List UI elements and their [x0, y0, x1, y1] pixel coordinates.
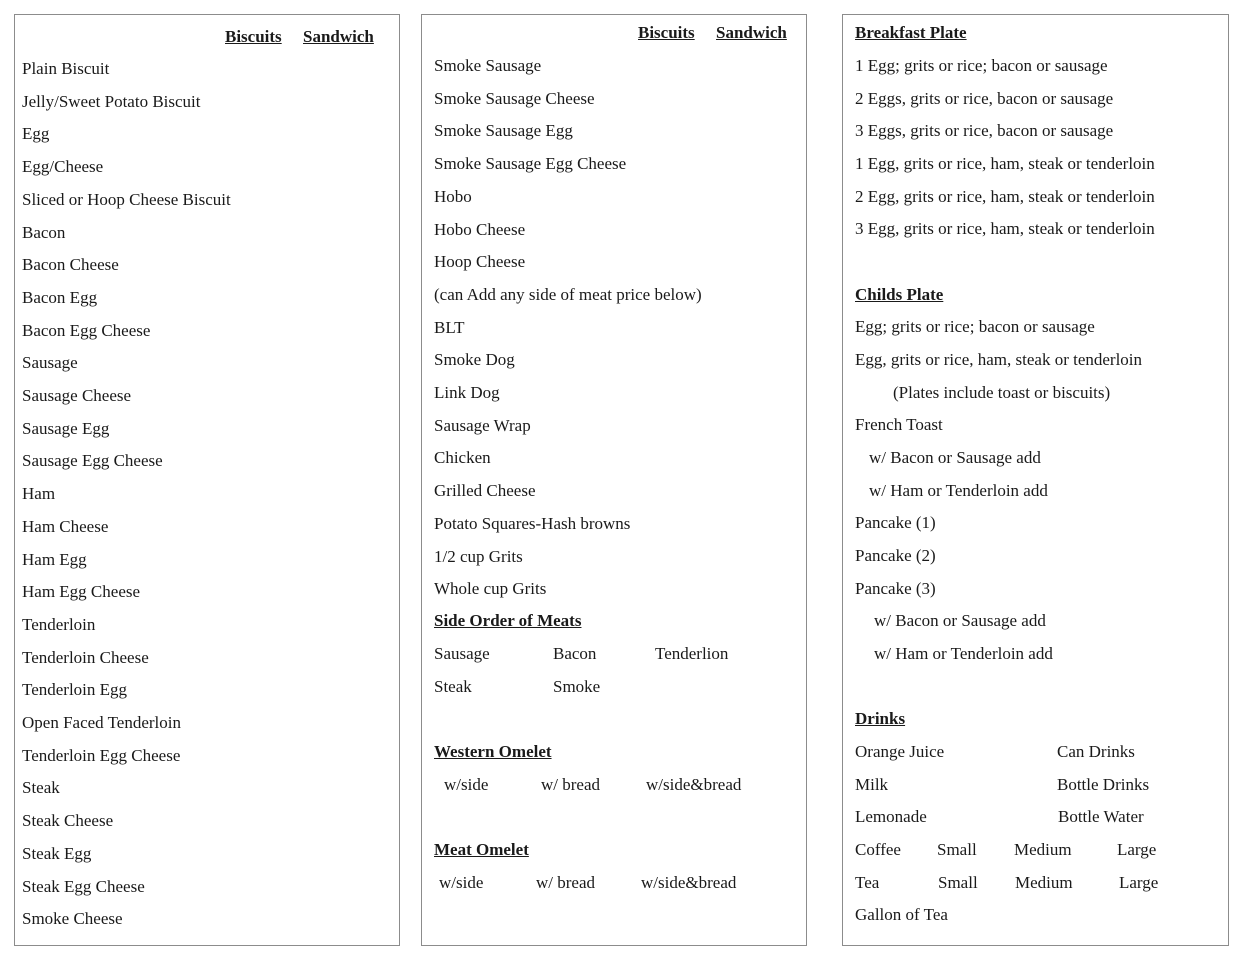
- omelet-option: w/ bread: [536, 873, 596, 892]
- side-meats-heading: Side Order of Meats: [434, 611, 582, 630]
- menu-column-biscuits-2: [421, 14, 807, 946]
- drink-item: Bottle Drinks: [1057, 775, 1150, 794]
- menu-item: Plain Biscuit: [22, 59, 110, 78]
- french-toast-addon: w/ Bacon or Sausage add: [869, 448, 1041, 467]
- header-biscuits: Biscuits: [225, 27, 282, 46]
- menu-item: Steak: [22, 778, 60, 798]
- omelet-option: w/side: [444, 775, 489, 794]
- menu-item: Egg/Cheese: [22, 157, 104, 177]
- western-omelet-heading: Western Omelet: [434, 742, 552, 761]
- drink-item: Lemonade: [855, 807, 927, 826]
- menu-item: 1/2 cup Grits: [434, 546, 523, 566]
- menu-item: Bacon Egg: [22, 287, 98, 307]
- childs-plate-item: Egg, grits or rice, ham, steak or tenderloin: [855, 350, 1143, 369]
- menu-item: Sausage: [22, 353, 78, 373]
- breakfast-plate-item: 2 Egg, grits or rice, ham, steak or tenderloin: [855, 187, 1155, 206]
- childs-plate-heading: Childs Plate: [855, 285, 944, 304]
- menu-column-plates-drinks: [842, 14, 1229, 946]
- menu-item: Smoke Dog: [434, 350, 515, 370]
- menu-item: Bacon Egg Cheese: [22, 320, 151, 340]
- side-meat-item: Smoke: [553, 677, 601, 696]
- menu-item: Ham Egg Cheese: [22, 582, 141, 602]
- menu-item: Ham Cheese: [22, 516, 109, 536]
- omelet-option: w/side&bread: [646, 775, 742, 794]
- side-meat-item: Bacon: [553, 644, 597, 663]
- menu-item: Smoke Sausage Cheese: [434, 88, 595, 108]
- coffee-label: Coffee: [855, 840, 901, 859]
- menu-item: Jelly/Sweet Potato Biscuit: [22, 91, 201, 111]
- size-medium: Medium: [1015, 873, 1073, 892]
- menu-item: Steak Egg Cheese: [22, 876, 145, 896]
- menu-item: Steak Cheese: [22, 811, 114, 831]
- omelet-option: w/ bread: [541, 775, 601, 794]
- omelet-option: w/side&bread: [641, 873, 737, 892]
- menu-column-biscuits-1: [14, 14, 400, 946]
- menu-item: Ham: [22, 484, 56, 504]
- menu-item: Steak Egg: [22, 843, 92, 863]
- side-meat-item: Steak: [434, 677, 472, 696]
- drink-item: Bottle Water: [1058, 807, 1144, 826]
- breakfast-plate-item: 2 Eggs, grits or rice, bacon or sausage: [855, 89, 1114, 108]
- menu-item: Open Faced Tenderloin: [22, 713, 182, 732]
- breakfast-plate-item: 3 Egg, grits or rice, ham, steak or tenderloin: [855, 219, 1155, 238]
- breakfast-plate-item: 1 Egg, grits or rice, ham, steak or tenderloin: [855, 154, 1155, 173]
- menu-item: BLT: [434, 317, 465, 337]
- pancake-item: Pancake (2): [855, 546, 936, 565]
- drink-item: Orange Juice: [855, 742, 945, 761]
- menu-item: Sausage Egg Cheese: [22, 451, 163, 471]
- side-meat-item: Tenderlion: [655, 644, 729, 663]
- childs-plate-item: Egg; grits or rice; bacon or sausage: [855, 317, 1095, 336]
- header-biscuits: Biscuits: [638, 23, 695, 42]
- menu-item: Sausage Cheese: [22, 386, 132, 405]
- pancake-item: Pancake (3): [855, 579, 936, 598]
- drink-item: Milk: [855, 775, 889, 794]
- menu-item: Potato Squares-Hash browns: [434, 513, 631, 533]
- menu-item: Bacon: [22, 222, 66, 242]
- drink-item: Can Drinks: [1057, 742, 1135, 761]
- gallon-of-tea: Gallon of Tea: [855, 905, 948, 924]
- menu-item: Tenderloin Cheese: [22, 647, 149, 667]
- french-toast: French Toast: [855, 415, 943, 434]
- menu-item: Tenderloin Egg: [22, 680, 128, 700]
- menu-item: Smoke Sausage Egg: [434, 121, 573, 141]
- menu-item: Egg: [22, 124, 50, 144]
- menu-item: Tenderloin Egg Cheese: [22, 745, 181, 765]
- menu-item: Tenderloin: [22, 614, 96, 634]
- menu-item: Smoke Sausage Egg Cheese: [434, 154, 627, 174]
- menu-item: Hoop Cheese: [434, 252, 526, 272]
- side-meat-item: Sausage: [434, 644, 490, 663]
- menu-item: Chicken: [434, 448, 491, 468]
- menu-item: Ham Egg: [22, 549, 87, 569]
- breakfast-plate-item: 1 Egg; grits or rice; bacon or sausage: [855, 56, 1108, 75]
- header-sandwich: Sandwich: [303, 27, 374, 46]
- size-small: Small: [937, 840, 977, 859]
- breakfast-plate-item: 3 Eggs, grits or rice, bacon or sausage: [855, 121, 1114, 140]
- header-sandwich: Sandwich: [716, 23, 787, 42]
- size-large: Large: [1119, 873, 1159, 892]
- size-small: Small: [938, 873, 978, 892]
- pancake-item: Pancake (1): [855, 513, 936, 532]
- menu-item: Whole cup Grits: [434, 579, 547, 599]
- menu-item: Smoke Cheese: [22, 909, 123, 929]
- menu-item: Smoke Sausage: [434, 56, 542, 75]
- size-medium: Medium: [1014, 840, 1072, 859]
- omelet-option: w/side: [439, 873, 484, 892]
- menu-item: Hobo Cheese: [434, 219, 526, 239]
- menu-item: Hobo: [434, 186, 472, 206]
- menu-item: (can Add any side of meat price below): [434, 284, 702, 304]
- french-toast-addon: w/ Ham or Tenderloin add: [869, 481, 1048, 500]
- pancake-addon: w/ Ham or Tenderloin add: [874, 644, 1053, 663]
- tea-label: Tea: [855, 873, 880, 892]
- drinks-heading: Drinks: [855, 709, 906, 728]
- meat-omelet-heading: Meat Omelet: [434, 840, 529, 859]
- plates-note: (Plates include toast or biscuits): [893, 383, 1111, 402]
- menu-item: Sausage Egg: [22, 418, 110, 438]
- menu-item: Bacon Cheese: [22, 255, 119, 275]
- size-large: Large: [1117, 840, 1157, 859]
- menu-item: Link Dog: [434, 383, 500, 402]
- menu-item: Grilled Cheese: [434, 481, 536, 501]
- breakfast-plate-heading: Breakfast Plate: [855, 23, 967, 42]
- menu-item: Sliced or Hoop Cheese Biscuit: [22, 189, 231, 209]
- pancake-addon: w/ Bacon or Sausage add: [874, 611, 1046, 630]
- menu-item: Sausage Wrap: [434, 415, 531, 435]
